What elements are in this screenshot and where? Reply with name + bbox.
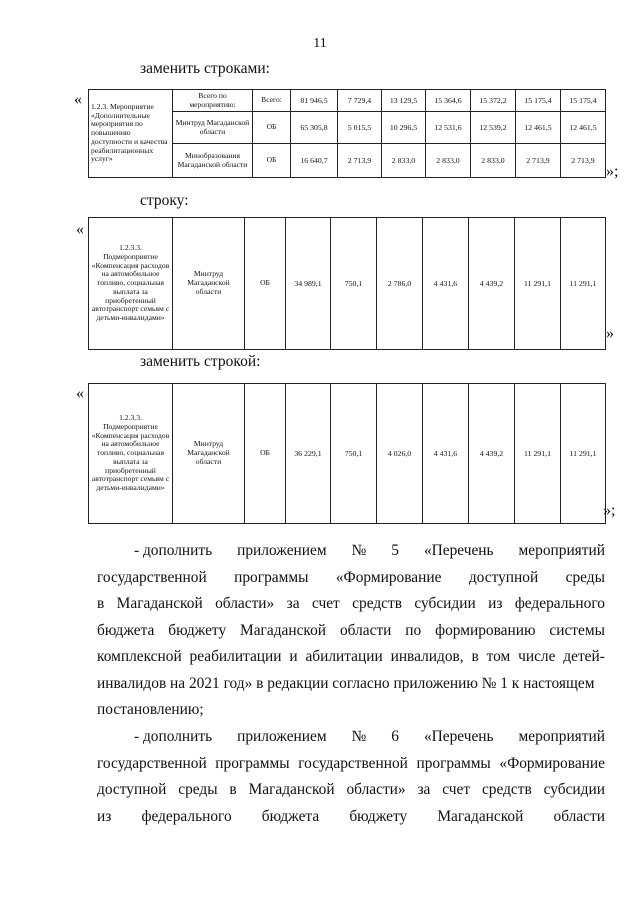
value-cell: 81 946,5 xyxy=(291,90,338,112)
value-cell: 11 291,1 xyxy=(515,384,561,524)
table-submeasure-old xyxy=(88,217,606,350)
value-cell: 4 439,2 xyxy=(469,218,515,350)
paragraph-line: из федерального бюджета бюджету Магаданской области xyxy=(97,807,605,825)
table-submeasure-new xyxy=(88,383,606,524)
value-cell: 750,1 xyxy=(331,218,377,350)
paragraph-line: в Магаданской области» за счет средств субсидии из федерального xyxy=(97,595,605,612)
value-cell: 12 461,5 xyxy=(516,112,561,144)
table-measure-1-2-3 xyxy=(88,89,606,178)
label-row: строку: xyxy=(140,192,189,209)
value-cell: 11 291,1 xyxy=(561,384,606,524)
paragraph-appendix-6 xyxy=(97,724,605,830)
submeasure-name-cell: 1.2.3.3. Подмероприятие «Компенсация расходов на автомобильное топливо, социальная выплата за приобретенный автотранспорт семьям с детьми-инвалидами» xyxy=(89,384,173,524)
page-number: 11 xyxy=(313,36,327,51)
executor-cell: Минтруд Магаданской области xyxy=(173,384,245,524)
executor-cell: Минтруд Магаданской области xyxy=(173,218,245,350)
value-cell: 15 175,4 xyxy=(516,90,561,112)
paragraph-line: - дополнить приложением № 6 «Перечень мероприятий xyxy=(134,728,605,745)
value-cell: 10 296,5 xyxy=(382,112,426,144)
value-cell: 2 713,9 xyxy=(338,144,382,178)
paragraph-line: государственной программы «Формирование доступной среды xyxy=(97,568,605,586)
value-cell: 4 026,0 xyxy=(377,384,423,524)
paragraph-line: - дополнить приложением № 5 «Перечень мероприятий xyxy=(134,542,605,559)
value-cell: 750,1 xyxy=(331,384,377,524)
paragraph-line: комплексной реабилитации и абилитации инвалидов, в том числе детей- xyxy=(97,648,605,665)
value-cell: 4 439,2 xyxy=(469,384,515,524)
value-cell: 5 015,5 xyxy=(338,112,382,144)
paragraph-line: бюджета бюджету Магаданской области по формированию системы xyxy=(97,621,605,639)
value-cell: 2 786,0 xyxy=(377,218,423,350)
paragraph-line: государственной программы государственной программы «Формирование xyxy=(97,754,605,772)
value-cell: 65 305,8 xyxy=(291,112,338,144)
measure-name-cell: 1.2.3. Мероприятие «Дополнительные мероприятия по повышению доступности и качества реабилитационных услуг» xyxy=(89,90,173,178)
value-cell: 16 640,7 xyxy=(291,144,338,178)
value-cell: 2 833,0 xyxy=(426,144,471,178)
source-cell: ОБ xyxy=(245,384,286,524)
open-quote-1: « xyxy=(74,91,82,108)
source-cell: ОБ xyxy=(245,218,286,350)
value-cell: 12 461,5 xyxy=(561,112,606,144)
value-cell: 12 539,2 xyxy=(471,112,516,144)
value-cell: 4 431,6 xyxy=(423,218,469,350)
executor-cell: Минобразования Магаданской области xyxy=(173,144,253,178)
source-cell: ОБ xyxy=(253,112,291,144)
value-cell: 36 229,1 xyxy=(286,384,331,524)
close-quote-3: »; xyxy=(603,502,616,519)
paragraph-line: доступной среды в Магаданской области» за счет средств субсидии xyxy=(97,781,605,798)
value-cell: 2 713,9 xyxy=(561,144,606,178)
close-quote-1: »; xyxy=(606,163,619,180)
value-cell: 15 175,4 xyxy=(561,90,606,112)
value-cell: 34 989,1 xyxy=(286,218,331,350)
value-cell: 2 833,0 xyxy=(471,144,516,178)
open-quote-3: « xyxy=(76,385,84,402)
value-cell: 12 531,6 xyxy=(426,112,471,144)
close-quote-2: » xyxy=(606,325,614,342)
value-cell: 11 291,1 xyxy=(561,218,606,350)
source-cell: Всего: xyxy=(253,90,291,112)
value-cell: 15 372,2 xyxy=(471,90,516,112)
submeasure-name-cell: 1.2.3.3. Подмероприятие «Компенсация расходов на автомобильное топливо, социальная выплата за приобретенный автотранспорт семьям с детьми-инвалидами» xyxy=(89,218,173,350)
value-cell: 13 129,5 xyxy=(382,90,426,112)
source-cell: ОБ xyxy=(253,144,291,178)
executor-cell: Всего по мероприятию: xyxy=(173,90,253,112)
paragraph-line: инвалидов на 2021 год» в редакции согласно приложению № 1 к настоящем xyxy=(97,674,595,692)
label-replace-rows: заменить строками: xyxy=(140,60,270,77)
value-cell: 15 364,6 xyxy=(426,90,471,112)
value-cell: 11 291,1 xyxy=(515,218,561,350)
executor-cell: Минтруд Магаданской области xyxy=(173,112,253,144)
open-quote-2: « xyxy=(76,221,84,238)
value-cell: 4 431,6 xyxy=(423,384,469,524)
value-cell: 2 833,0 xyxy=(382,144,426,178)
paragraph-appendix-5 xyxy=(97,538,605,724)
paragraph-line: постановлению; xyxy=(97,701,204,718)
value-cell: 2 713,9 xyxy=(516,144,561,178)
value-cell: 7 729,4 xyxy=(338,90,382,112)
label-replace-row: заменить строкой: xyxy=(140,353,261,370)
